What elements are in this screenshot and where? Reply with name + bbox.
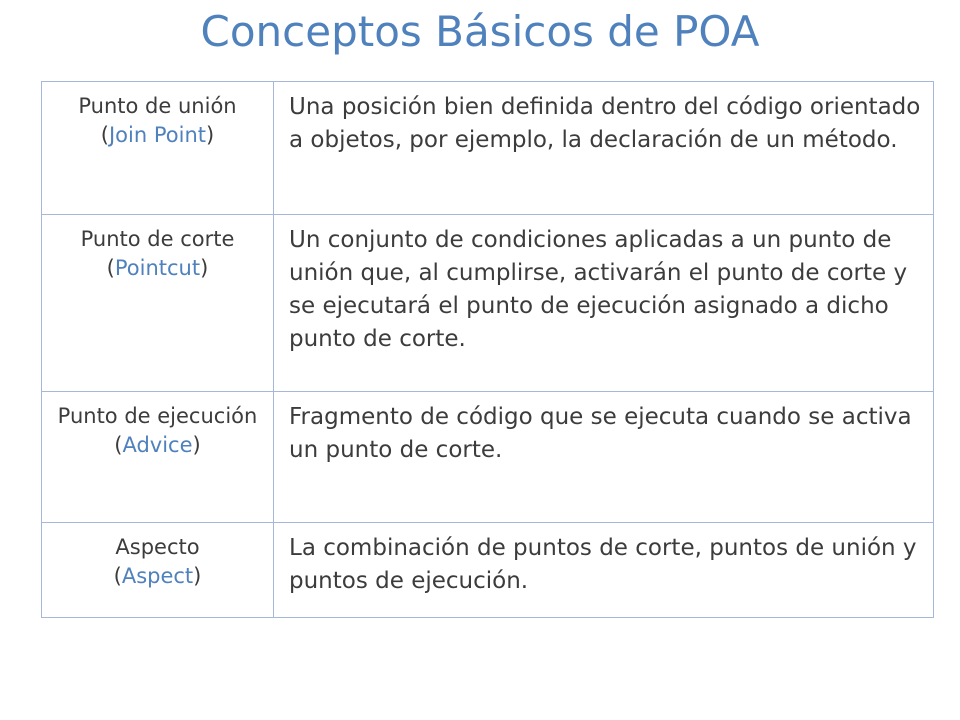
term-cell — [42, 523, 274, 618]
term-label: Aspecto — [115, 535, 200, 559]
term-english-text: Pointcut — [114, 256, 201, 280]
term-label: Punto de unión — [78, 94, 237, 118]
term-english-text: Aspect — [121, 564, 194, 588]
table-row — [42, 215, 934, 392]
term-english-text: Join Point — [108, 123, 206, 147]
definition-cell: Una posición bien definida dentro del código orientado a objetos, por ejemplo, la declaración de un método. — [274, 82, 934, 215]
slide-title: Conceptos Básicos de POA — [200, 7, 760, 56]
term-english-text: Advice — [122, 433, 193, 457]
definition-cell: La combinación de puntos de corte, puntos de unión y puntos de ejecución. — [274, 523, 934, 618]
term-label: Punto de ejecución — [57, 404, 258, 428]
term-label: Punto de corte — [80, 227, 235, 251]
definition-cell: Fragmento de código que se ejecuta cuando se activa un punto de corte. — [274, 392, 934, 523]
table-row — [42, 392, 934, 523]
term-english: (Pointcut) — [106, 256, 209, 280]
term-cell — [42, 82, 274, 215]
table-row — [42, 82, 934, 215]
table-row — [42, 523, 934, 618]
term-english: (Advice) — [114, 433, 201, 457]
definition-cell: Un conjunto de condiciones aplicadas a un punto de unión que, al cumplirse, activarán el punto de corte y se ejecutará el punto de ejecución asignado a dicho punto de corte. — [274, 215, 934, 392]
term-cell — [42, 392, 274, 523]
term-cell — [42, 215, 274, 392]
concepts-table — [41, 81, 934, 618]
term-english: (Aspect) — [113, 564, 202, 588]
term-english: (Join Point) — [100, 123, 215, 147]
